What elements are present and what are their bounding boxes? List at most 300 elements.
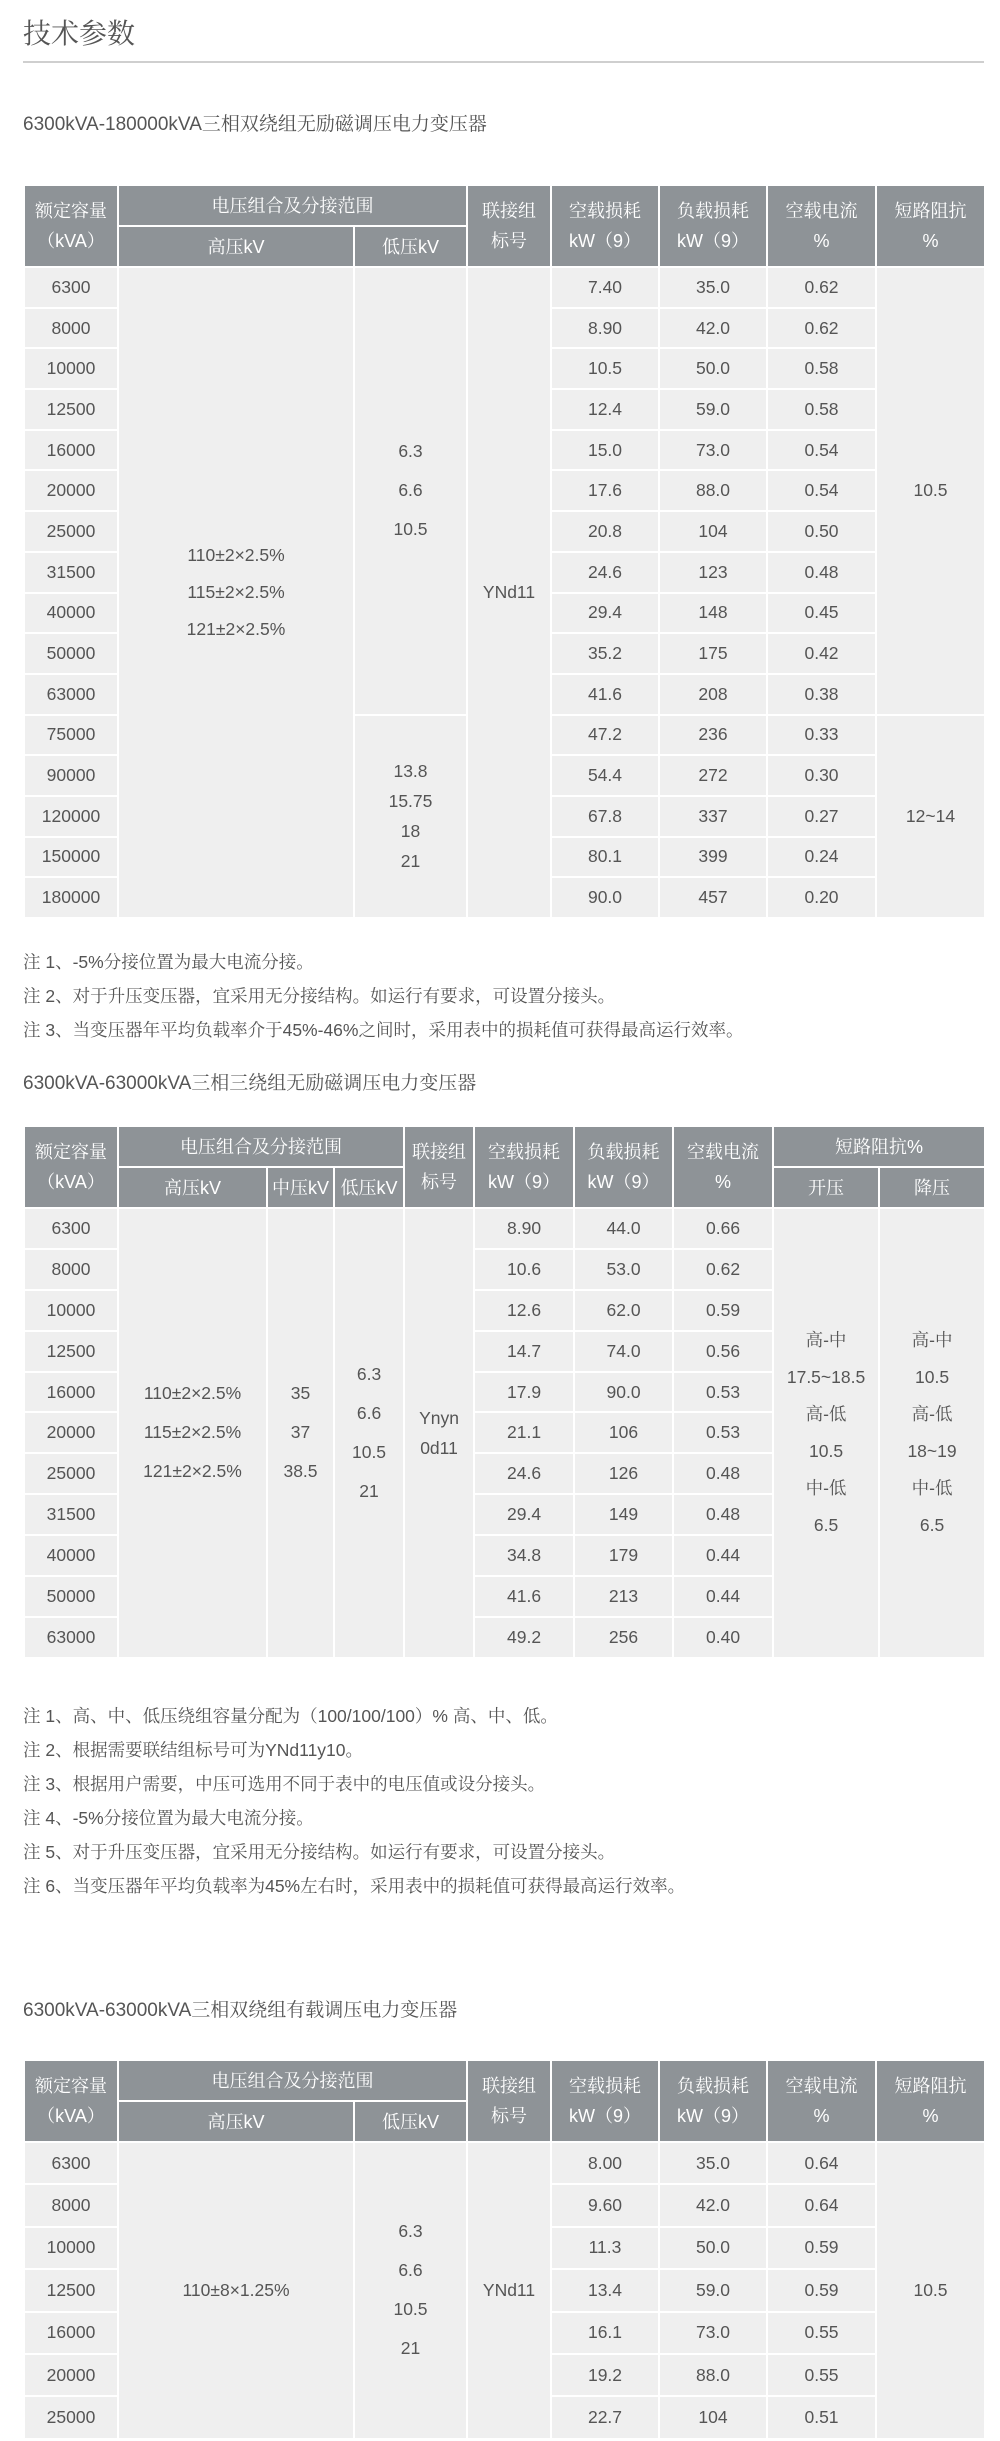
cell-text: 6300 <box>51 1217 91 1238</box>
note-line: 注 6、当变压器年平均负载率为45%左右时，采用表中的损耗值可获得最高运行效率。 <box>23 1876 686 1896</box>
cell-text: 9.60 <box>587 2195 623 2216</box>
cell-text: 115±2×2.5% <box>143 1422 242 1443</box>
cell-text: 7.40 <box>587 276 623 297</box>
cell-text: 10.5 <box>393 519 428 540</box>
capacity-cell <box>24 837 118 878</box>
cell-text: 联接组 <box>482 2076 536 2096</box>
cell-text: % <box>922 231 939 251</box>
cell-text: 10.5 <box>809 1440 844 1461</box>
capacity-cell <box>24 593 118 634</box>
cell-text: 中压kV <box>271 1177 329 1198</box>
cell-text: 10000 <box>46 358 96 379</box>
cell-text: 负载损耗 <box>587 1142 660 1162</box>
cell-text: 高-低 <box>911 1403 953 1424</box>
page-title: 技术参数 <box>23 18 136 49</box>
capacity-cell <box>24 1290 118 1331</box>
load-loss-cell <box>574 1576 673 1617</box>
cell-text: （kVA） <box>37 2106 105 2126</box>
no-load-loss-cell <box>551 389 659 430</box>
capacity-cell <box>24 2354 118 2396</box>
no-load-loss-cell <box>551 2354 659 2396</box>
cell-text: 42.0 <box>695 2195 731 2216</box>
capacity-cell <box>24 1331 118 1372</box>
header-capacity <box>24 185 118 267</box>
cell-text: 12.6 <box>507 1299 542 1320</box>
impedance-cell <box>876 267 985 715</box>
cell-text: 6.6 <box>398 480 423 501</box>
cell-text: 负载损耗 <box>677 201 749 221</box>
header-capacity <box>24 2060 118 2142</box>
cell-text: 6.3 <box>398 2221 423 2242</box>
capacity-cell <box>24 2184 118 2226</box>
cell-text: kW（9） <box>587 1172 660 1192</box>
cell-text: 0.66 <box>706 1217 741 1238</box>
cell-text: 空载损耗 <box>569 201 641 221</box>
load-loss-cell <box>659 674 767 715</box>
cell-text: kW（9） <box>488 1172 561 1192</box>
cell-text: 16000 <box>46 439 96 460</box>
cell-text: 90000 <box>46 765 96 786</box>
load-loss-cell <box>659 348 767 389</box>
cell-text: 42.0 <box>695 317 731 338</box>
cell-text: 29.4 <box>587 602 623 623</box>
cell-text: 6.6 <box>356 1402 382 1423</box>
table-row <box>24 2142 985 2184</box>
no-load-loss-cell <box>474 1372 574 1413</box>
no-load-loss-cell <box>551 633 659 674</box>
cell-text: 41.6 <box>507 1585 542 1606</box>
cell-text: 20000 <box>46 1422 96 1443</box>
note-line: 注 3、当变压器年平均负载率介于45%-46%之间时，采用表中的损耗值可获得最高运行效率。 <box>23 1020 744 1040</box>
cell-text: 6.6 <box>398 2260 423 2281</box>
cell-text: 20000 <box>46 480 96 501</box>
cell-text: 37 <box>290 1422 311 1443</box>
load-loss-cell <box>659 2396 767 2438</box>
cell-text: 0.58 <box>804 398 839 419</box>
cell-text: 208 <box>698 683 728 704</box>
no-load-loss-cell <box>474 1249 574 1290</box>
load-loss-cell <box>659 308 767 349</box>
cell-text: 12500 <box>46 398 96 419</box>
header-load-loss <box>659 185 767 267</box>
no-load-current-cell <box>673 1494 773 1535</box>
cell-text: 179 <box>608 1545 639 1566</box>
cell-text: 8000 <box>51 2195 91 2216</box>
no-load-current-cell <box>767 430 876 471</box>
cell-text: 6300 <box>51 276 91 297</box>
cell-text: （kVA） <box>37 231 105 251</box>
no-load-current-cell <box>673 1617 773 1658</box>
cell-text: 0.20 <box>804 887 839 908</box>
cell-text: 10.5 <box>587 358 623 379</box>
cell-text: 10.5 <box>913 2279 948 2300</box>
cell-text: 低压kV <box>381 2111 439 2132</box>
header-lv <box>334 1167 404 1208</box>
load-loss-cell <box>659 552 767 593</box>
cell-text: 19.2 <box>587 2364 623 2385</box>
cell-text: 0.48 <box>706 1504 741 1525</box>
capacity-cell <box>24 267 118 308</box>
no-load-loss-cell <box>474 1208 574 1249</box>
cell-text: 降压 <box>914 1177 951 1198</box>
cell-text: YNd11 <box>482 582 536 602</box>
header-no-load-current <box>673 1126 773 1208</box>
cell-text: 标号 <box>491 231 527 251</box>
table-row <box>24 1208 985 1249</box>
no-load-loss-cell <box>551 715 659 756</box>
note-line: 注 2、根据需要联结组标号可为YNd11y10。 <box>23 1740 364 1760</box>
cell-text: 49.2 <box>507 1626 542 1647</box>
cell-text: 59.0 <box>695 398 731 419</box>
cell-text: 180000 <box>41 887 101 908</box>
cell-text: 18 <box>400 821 421 842</box>
lv-cell <box>354 267 467 715</box>
header-step-down <box>879 1167 985 1208</box>
cell-text: 10.5 <box>915 1366 950 1387</box>
table2-title: 6300kVA-63000kVA三相三绕组无励磁调压电力变压器 <box>23 1073 477 1094</box>
cell-text: 25000 <box>46 1463 96 1484</box>
cell-text: 低压kV <box>340 1177 398 1198</box>
capacity-cell <box>24 2269 118 2311</box>
cell-text: 0.54 <box>804 480 839 501</box>
cell-text: 额定容量 <box>35 2076 107 2096</box>
no-load-loss-cell <box>551 796 659 837</box>
table3-title: 6300kVA-63000kVA三相双绕组有载调压电力变压器 <box>23 2000 458 2021</box>
cell-text: 90.0 <box>587 887 623 908</box>
cell-text: % <box>922 2106 939 2126</box>
bond-cell <box>467 2142 551 2439</box>
cell-text: 15.75 <box>388 791 433 812</box>
note-line: 注 5、对于升压变压器，宜采用无分接结构。如运行有要求，可设置分接头。 <box>23 1842 616 1862</box>
load-loss-cell <box>574 1249 673 1290</box>
cell-text: 10.6 <box>507 1258 542 1279</box>
cell-text: 短路阻抗 <box>894 201 967 221</box>
cell-text: 空载损耗 <box>569 2076 641 2096</box>
cell-text: 0.55 <box>804 2322 839 2343</box>
mv-cell <box>267 1208 334 1658</box>
cell-text: 25000 <box>46 520 96 541</box>
no-load-current-cell <box>767 593 876 634</box>
no-load-current-cell <box>767 755 876 796</box>
capacity-cell <box>24 1412 118 1453</box>
cell-text: 337 <box>698 805 728 826</box>
cell-text: 13.4 <box>587 2279 623 2300</box>
title-divider <box>23 61 984 63</box>
no-load-current-cell <box>767 2312 876 2354</box>
load-loss-cell <box>574 1331 673 1372</box>
cell-text: 10.5 <box>351 1441 387 1462</box>
cell-text: 21.1 <box>507 1422 542 1443</box>
note-line: 注 4、-5%分接位置为最大电流分接。 <box>23 1808 314 1828</box>
load-loss-cell <box>659 796 767 837</box>
no-load-loss-cell <box>551 2312 659 2354</box>
load-loss-cell <box>659 633 767 674</box>
no-load-loss-cell <box>551 552 659 593</box>
cell-text: （kVA） <box>37 1172 105 1192</box>
capacity-cell <box>24 348 118 389</box>
cell-text: 12500 <box>46 1340 96 1361</box>
cell-text: 120000 <box>41 805 101 826</box>
no-load-loss-cell <box>551 348 659 389</box>
cell-text: 63000 <box>46 1626 96 1647</box>
header-no-load-loss <box>474 1126 574 1208</box>
no-load-loss-cell <box>551 470 659 511</box>
no-load-loss-cell <box>474 1617 574 1658</box>
cell-text: 44.0 <box>606 1217 641 1238</box>
cell-text: 10000 <box>46 1299 96 1320</box>
capacity-cell <box>24 1535 118 1576</box>
header-hv <box>118 1167 267 1208</box>
cell-text: % <box>715 1172 732 1192</box>
cell-text: 213 <box>608 1585 639 1606</box>
no-load-loss-cell <box>551 511 659 552</box>
table2-specs <box>23 1125 986 1659</box>
cell-text: 16.1 <box>587 2322 623 2343</box>
no-load-loss-cell <box>551 2142 659 2184</box>
load-loss-cell <box>659 2142 767 2184</box>
cell-text: kW（9） <box>569 2106 641 2126</box>
cell-text: 16000 <box>46 2322 96 2343</box>
cell-text: 104 <box>698 520 728 541</box>
load-loss-cell <box>659 2227 767 2269</box>
cell-text: 0.42 <box>804 643 839 664</box>
cell-text: 联接组 <box>412 1142 467 1162</box>
cell-text: 开压 <box>808 1177 845 1198</box>
cell-text: 47.2 <box>587 724 623 745</box>
hv-cell <box>118 2142 354 2439</box>
header-impedance <box>773 1126 985 1167</box>
capacity-cell <box>24 552 118 593</box>
no-load-loss-cell <box>474 1576 574 1617</box>
load-loss-cell <box>574 1412 673 1453</box>
header-no-load-loss <box>551 185 659 267</box>
table1-notes <box>23 945 743 1047</box>
header-load-loss <box>659 2060 767 2142</box>
cell-text: kW（9） <box>677 2106 749 2126</box>
cell-text: 150000 <box>41 846 101 867</box>
cell-text: 额定容量 <box>35 1142 107 1162</box>
cell-text: 50000 <box>46 643 96 664</box>
cell-text: kW（9） <box>677 231 749 251</box>
note-line: 注 3、根据用户需要，中压可选用不同于表中的电压值或设分接头。 <box>23 1774 546 1794</box>
cell-text: 25000 <box>46 2407 96 2428</box>
no-load-current-cell <box>673 1412 773 1453</box>
cell-text: 低压kV <box>381 236 439 257</box>
cell-text: 0.45 <box>804 602 839 623</box>
capacity-cell <box>24 430 118 471</box>
cell-text: 空载电流 <box>785 2076 858 2096</box>
cell-text: 12.4 <box>587 398 623 419</box>
cell-text: 0.53 <box>706 1381 741 1402</box>
cell-text: 8.00 <box>587 2152 623 2173</box>
cell-text: 90.0 <box>606 1381 641 1402</box>
header-no-load-current <box>767 2060 876 2142</box>
cell-text: 115±2×2.5% <box>187 582 285 602</box>
header-hv <box>118 226 354 267</box>
cell-text: 40000 <box>46 1545 96 1566</box>
cell-text: 17.5~18.5 <box>786 1366 866 1387</box>
cell-text: 6.3 <box>398 441 423 462</box>
header-bond <box>467 2060 551 2142</box>
hv-cell <box>118 1208 267 1658</box>
cell-text: YNd11 <box>482 2279 536 2300</box>
cell-text: 高-中 <box>805 1329 847 1350</box>
cell-text: 24.6 <box>507 1463 542 1484</box>
load-loss-cell <box>659 877 767 918</box>
capacity-cell <box>24 1617 118 1658</box>
no-load-loss-cell <box>551 674 659 715</box>
cell-text: 110±2×2.5% <box>143 1383 242 1404</box>
header-row <box>24 2060 985 2101</box>
cell-text: 67.8 <box>587 805 623 826</box>
cell-text: 0.59 <box>804 2279 839 2300</box>
capacity-cell <box>24 715 118 756</box>
hv-cell <box>118 267 354 918</box>
no-load-current-cell <box>673 1576 773 1617</box>
no-load-current-cell <box>767 2184 876 2226</box>
header-row <box>24 185 985 226</box>
cell-text: 6.3 <box>356 1363 382 1384</box>
impedance-step-down-cell <box>879 1208 985 1658</box>
cell-text: 高压kV <box>163 1177 221 1198</box>
cell-text: 29.4 <box>507 1504 542 1525</box>
capacity-cell <box>24 470 118 511</box>
capacity-cell <box>24 2396 118 2438</box>
impedance-cell <box>876 715 985 918</box>
cell-text: % <box>813 2106 830 2126</box>
cell-text: 0.64 <box>804 2152 839 2173</box>
capacity-cell <box>24 755 118 796</box>
cell-text: 标号 <box>491 2106 527 2126</box>
cell-text: 31500 <box>46 561 96 582</box>
cell-text: 0d11 <box>420 1437 458 1458</box>
cell-text: 15.0 <box>587 439 623 460</box>
cell-text: 110±8×1.25% <box>182 2279 290 2300</box>
cell-text: 0.62 <box>804 317 839 338</box>
table2-notes <box>23 1699 685 1903</box>
cell-text: 17.6 <box>587 480 623 501</box>
load-loss-cell <box>659 2184 767 2226</box>
capacity-cell <box>24 2312 118 2354</box>
note-line: 注 2、对于升压变压器，宜采用无分接结构。如运行有要求，可设置分接头。 <box>23 986 616 1006</box>
load-loss-cell <box>574 1453 673 1494</box>
cell-text: 高-低 <box>805 1403 847 1424</box>
header-no-load-loss <box>551 2060 659 2142</box>
no-load-current-cell <box>767 2142 876 2184</box>
cell-text: 电压组合及分接范围 <box>211 2070 374 2091</box>
load-loss-cell <box>659 755 767 796</box>
capacity-cell <box>24 308 118 349</box>
cell-text: 148 <box>698 602 728 623</box>
no-load-loss-cell <box>551 2269 659 2311</box>
impedance-cell <box>876 2142 985 2439</box>
cell-text: 0.48 <box>804 561 839 582</box>
cell-text: 电压组合及分接范围 <box>180 1136 343 1157</box>
cell-text: 0.56 <box>706 1340 741 1361</box>
capacity-cell <box>24 877 118 918</box>
no-load-current-cell <box>673 1249 773 1290</box>
load-loss-cell <box>659 511 767 552</box>
cell-text: 0.44 <box>706 1545 741 1566</box>
no-load-loss-cell <box>551 755 659 796</box>
no-load-loss-cell <box>474 1535 574 1576</box>
load-loss-cell <box>659 2312 767 2354</box>
cell-text: 8.90 <box>587 317 623 338</box>
cell-text: 14.7 <box>507 1340 542 1361</box>
header-voltage-range <box>118 2060 467 2101</box>
cell-text: 50000 <box>46 1585 96 1606</box>
no-load-current-cell <box>767 633 876 674</box>
cell-text: 106 <box>608 1422 639 1443</box>
lv-cell <box>334 1208 404 1658</box>
no-load-loss-cell <box>551 308 659 349</box>
lv-cell <box>354 715 467 918</box>
table3-specs <box>23 2059 986 2440</box>
cell-text: 0.33 <box>804 724 839 745</box>
cell-text: 59.0 <box>695 2279 731 2300</box>
cell-text: 空载损耗 <box>488 1142 561 1162</box>
cell-text: 0.24 <box>804 846 839 867</box>
cell-text: 0.59 <box>706 1299 741 1320</box>
cell-text: 35.0 <box>695 276 731 297</box>
cell-text: 0.59 <box>804 2237 839 2258</box>
cell-text: 88.0 <box>695 480 731 501</box>
cell-text: 11.3 <box>588 2237 622 2258</box>
cell-text: 8000 <box>51 317 91 338</box>
capacity-cell <box>24 389 118 430</box>
header-impedance <box>876 2060 985 2142</box>
cell-text: 104 <box>698 2407 728 2428</box>
cell-text: 10.5 <box>393 2299 428 2320</box>
load-loss-cell <box>659 2269 767 2311</box>
cell-text: 17.9 <box>507 1381 542 1402</box>
cell-text: 41.6 <box>587 683 623 704</box>
cell-text: 54.4 <box>587 765 623 786</box>
cell-text: 10.5 <box>913 480 948 501</box>
load-loss-cell <box>574 1290 673 1331</box>
load-loss-cell <box>659 267 767 308</box>
no-load-current-cell <box>673 1331 773 1372</box>
cell-text: 0.62 <box>804 276 839 297</box>
cell-text: 126 <box>608 1463 639 1484</box>
cell-text: 272 <box>698 765 728 786</box>
cell-text: 63000 <box>46 683 96 704</box>
header-bond <box>404 1126 474 1208</box>
load-loss-cell <box>659 715 767 756</box>
cell-text: 399 <box>698 846 728 867</box>
cell-text: kW（9） <box>569 231 641 251</box>
no-load-current-cell <box>673 1453 773 1494</box>
header-row <box>24 1126 985 1167</box>
no-load-current-cell <box>673 1290 773 1331</box>
header-load-loss <box>574 1126 673 1208</box>
no-load-current-cell <box>767 389 876 430</box>
no-load-current-cell <box>767 552 876 593</box>
cell-text: 149 <box>608 1504 639 1525</box>
cell-text: 34.8 <box>507 1545 542 1566</box>
lv-cell <box>354 2142 467 2439</box>
cell-text: 21 <box>359 1480 379 1501</box>
no-load-current-cell <box>767 674 876 715</box>
cell-text: 0.53 <box>706 1422 741 1443</box>
capacity-cell <box>24 633 118 674</box>
cell-text: 22.7 <box>587 2407 623 2428</box>
capacity-cell <box>24 796 118 837</box>
note-line: 注 1、高、中、低压绕组容量分配为（100/100/100）% 高、中、低。 <box>23 1706 558 1726</box>
no-load-loss-cell <box>551 877 659 918</box>
load-loss-cell <box>659 470 767 511</box>
cell-text: 0.38 <box>804 683 839 704</box>
